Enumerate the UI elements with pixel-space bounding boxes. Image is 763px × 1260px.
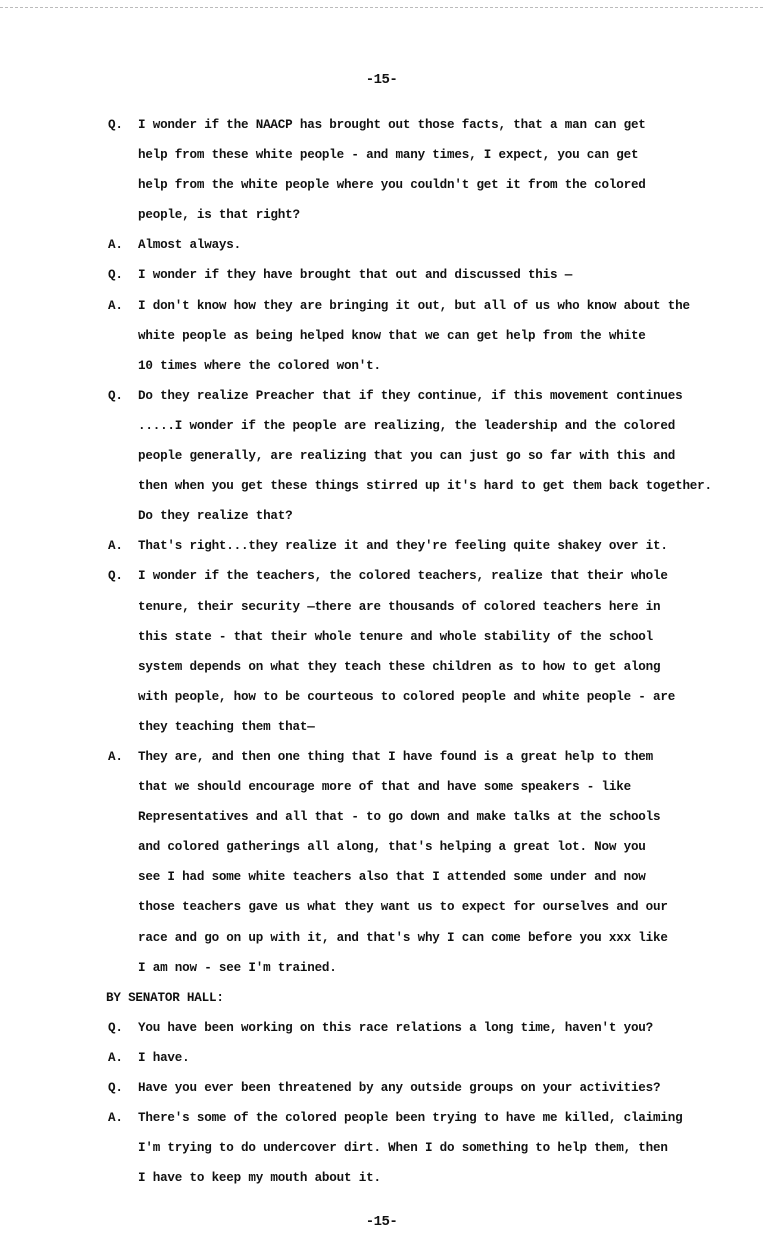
question-entry xyxy=(0,110,763,230)
text-line: I wonder if the NAACP has brought out those facts, that a man can get xyxy=(138,118,646,132)
text-line: There's some of the colored people been trying to have me killed, claiming xyxy=(138,1111,683,1126)
text-line: Do they realize Preacher that if they continue, if this movement continues xyxy=(138,388,683,403)
text-line: I don't know how they are bringing it out, but all of us who know about the xyxy=(138,298,690,313)
page-number-bottom: -15- xyxy=(365,1214,398,1230)
text-line: That's right...they realize it and they're feeling quite shakey over it. xyxy=(138,539,668,554)
text-line: white people as being helped know that we can get help from the white xyxy=(138,328,646,343)
examiner-heading: BY SENATOR HALL: xyxy=(106,990,224,1005)
text-line: then when you get these things stirred up it's hard to get them back together. xyxy=(138,479,712,494)
text-line: I have. xyxy=(138,1050,190,1065)
text-line: this state - that their whole tenure and whole stability of the school xyxy=(138,629,654,644)
text-line: help from the white people where you couldn't get it from the colored xyxy=(138,178,646,193)
answer-entry xyxy=(0,742,763,983)
entry-label: Q. xyxy=(108,569,123,584)
text-line: I am now - see I'm trained. xyxy=(138,960,337,975)
entry-label: Q. xyxy=(108,1020,123,1035)
text-line: race and go on up with it, and that's why I can come before you xxx like xyxy=(138,930,668,945)
text-line: those teachers gave us what they want us to expect for ourselves and our xyxy=(138,900,668,915)
text-line: 10 times where the colored won't. xyxy=(138,358,381,373)
entry-label: A. xyxy=(108,1050,123,1065)
text-line: I'm trying to do undercover dirt. When I do something to help them, then xyxy=(138,1141,668,1156)
entry-label: A. xyxy=(108,298,123,313)
question-entry xyxy=(0,1013,763,1043)
text-line: people generally, are realizing that you can just go so far with this and xyxy=(138,449,676,464)
text-line: Have you ever been threatened by any outside groups on your activities? xyxy=(138,1081,661,1095)
question-entry xyxy=(0,260,763,290)
text-line: They are, and then one thing that I have found is a great help to them xyxy=(138,749,654,764)
answer-entry xyxy=(0,230,763,260)
answer-entry xyxy=(0,1043,763,1073)
text-line: You have been working on this race relations a long time, haven't you? xyxy=(138,1020,654,1035)
answer-entry xyxy=(0,531,763,561)
text-line: Representatives and all that - to go down and make talks at the schools xyxy=(138,810,661,825)
text-line: Almost always. xyxy=(138,238,242,253)
entry-label: Q. xyxy=(108,118,123,132)
text-line: they teaching them that— xyxy=(138,719,315,734)
text-line: .....I wonder if the people are realizing, the leadership and the colored xyxy=(138,418,676,433)
text-line: people, is that right? xyxy=(138,208,300,223)
text-line: I wonder if they have brought that out and discussed this — xyxy=(138,268,573,283)
entry-label: Q. xyxy=(108,388,123,403)
text-line: system depends on what they teach these children as to how to get along xyxy=(138,659,661,674)
entry-label: A. xyxy=(108,1111,123,1126)
text-line: help from these white people - and many times, I expect, you can get xyxy=(138,148,639,163)
text-line: Do they realize that? xyxy=(138,509,293,524)
entry-label: Q. xyxy=(108,1081,123,1095)
question-entry xyxy=(0,381,763,531)
question-entry xyxy=(0,1073,763,1103)
page-number-top: -15- xyxy=(365,72,398,88)
entry-label: A. xyxy=(108,539,123,554)
entry-label: A. xyxy=(108,238,123,253)
entry-label: A. xyxy=(108,749,123,764)
text-line: tenure, their security —there are thousands of colored teachers here in xyxy=(138,599,661,614)
transcript-body xyxy=(0,110,763,1193)
text-line: and colored gatherings all along, that's helping a great lot. Now you xyxy=(138,840,646,855)
page-top-edge xyxy=(0,0,763,8)
question-entry xyxy=(0,561,763,742)
text-line: I have to keep my mouth about it. xyxy=(138,1171,381,1186)
answer-entry xyxy=(0,291,763,381)
text-line: with people, how to be courteous to colored people and white people - are xyxy=(138,689,676,704)
text-line: that we should encourage more of that and have some speakers - like xyxy=(138,780,631,795)
entry-label: Q. xyxy=(108,268,123,283)
text-line: I wonder if the teachers, the colored teachers, realize that their whole xyxy=(138,569,668,584)
text-line: see I had some white teachers also that I attended some under and now xyxy=(138,870,646,885)
answer-entry xyxy=(0,1103,763,1193)
